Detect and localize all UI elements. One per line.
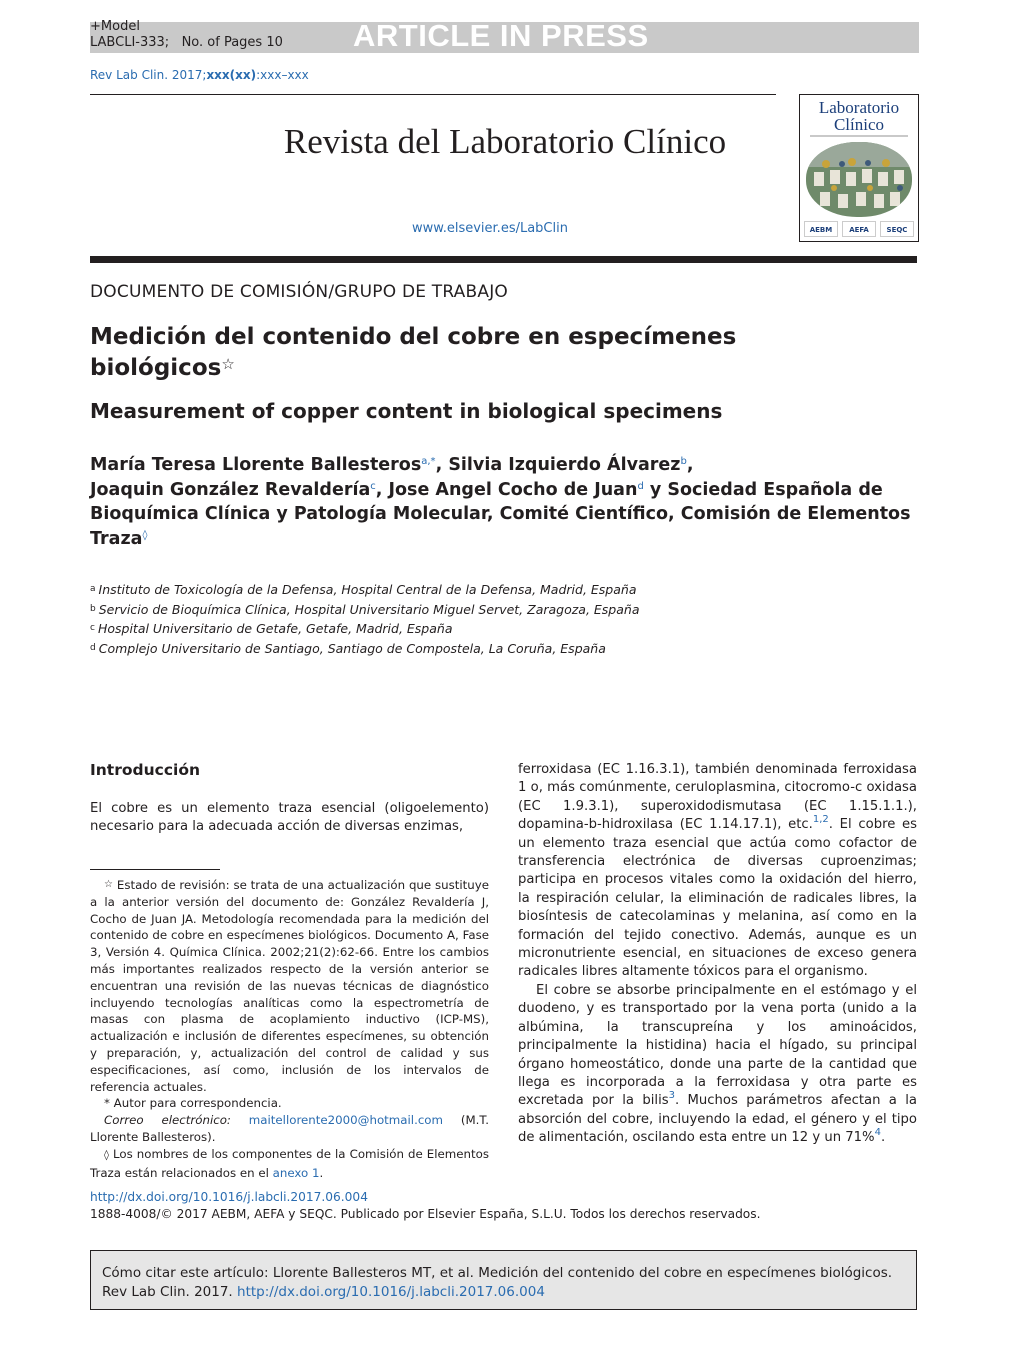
labcli-id: LABCLI-333; [90, 35, 170, 50]
copyright-notice: 1888-4008/© 2017 AEBM, AEFA y SEQC. Publicado por Elsevier España, S.L.U. Todos los derechos reservados. [90, 1207, 761, 1221]
cover-society-logos [804, 221, 914, 237]
author-name: Jose Angel Cocho de Juan [388, 479, 638, 500]
article-title-english: Measurement of copper content in biological specimens [90, 399, 723, 423]
journal-title: Revista del Laboratorio Clínico [283, 122, 727, 161]
author-name: Silvia Izquierdo Álvarez [448, 455, 681, 475]
journal-citation[interactable]: Rev Lab Clin. 2017;xxx(xx):xxx–xxx [90, 68, 309, 82]
author-name: María Teresa Llorente Ballesteros [90, 455, 422, 475]
how-to-cite-text: Cómo citar este artículo: Llorente Ballesteros MT, et al. Medición del contenido del cobre en especímenes biológicos. Rev Lab Clin. 2017. http://dx.doi.org/10.1016/j.labcli.2017.06.004 [102, 1265, 893, 1300]
footnote-corresponding-author: * Autor para correspondencia. [104, 1096, 282, 1111]
asterisk-icon: * [104, 1096, 110, 1111]
journal-cover-thumbnail[interactable] [799, 94, 919, 242]
affiliation-item: $^d$ Complejo Universitario de Santiago, Santiago de Compostela, La Coruña, España [90, 640, 606, 656]
author-list: María Teresa Llorente Ballesteros$^{a,*}$, Silvia Izquierdo Álvarez$^b$, Joaquin González Revaldería$^c$, Jose Angel Cocho de Juan$^d$ y Sociedad Española de Bioquímica Clínica y Patología Molecular, Comité Científico, Comisión de Elementos Traza◊ [90, 455, 911, 549]
paragraph: ferroxidasa (EC 1.16.3.1), también denominada ferroxidasa 1 o, más comúnmente, ceruloplasmina, citocromo-c oxidasa (EC 1.9.3.1), superoxidodismutasa (EC 1.15.1.1.), dopamina-b-hidroxilasa (EC 1.14.17.1), etc.$^{1,2}$. El cobre es un elemento traza esencial que actúa como cofactor de transferencia electrónica de diversas cuproenzimas; participa en procesos vitales como la oxidación del hierro, la respiración celular, la eliminación de radicales libres, la biosíntesis de catecolaminas y melanina, así como en la formación del tejido conectivo. Además, aunque es un micronutriente esencial, en situaciones de exceso genera radicales libres altamente tóxicos para el organismo. [518, 762, 918, 980]
manuscript-id [90, 36, 283, 50]
journal-url-link[interactable]: www.elsevier.es/LabClin [412, 221, 568, 236]
footnote-revision-status: ☆ Estado de revisión: se trata de una actualización que sustituye a la anterior versión del documento de: González Revaldería J, Cocho de Juan JA. Metodología recomendada para la medición del contenido de cobre en especímenes biológicos. Documento A, Fase 3, Versión 4. Química Clínica. 2002;21(2):62-66. Entre los cambios más importantes realizados respecto de la versión anterior se encuentran una revisión de las nuevas técnicas de diagnóstico incluyendo tecnologías analíticas como la espectrometría de masas con plasma de acoplamiento inductivo (ICP-MS), actualización e inclusión de diferentes especímenes, su obtención y preparación, y, actualización del control de calidad y sus especificaciones, así como, inclusión de los intervalos de referencia actuales. [90, 878, 490, 1094]
footnotes [90, 877, 489, 1181]
group-footnote-diamond-icon[interactable]: ◊ [142, 529, 148, 541]
diamond-icon: ◊ [104, 1149, 109, 1161]
affiliation-item: $^a$ Instituto de Toxicología de la Defensa, Hospital Central de la Defensa, Madrid, España [90, 582, 637, 597]
cover-photo [806, 142, 912, 217]
footnote-committee: ◊ Los nombres de los componentes de la Comisión de Elementos Traza están relacionados en el anexo 1. [90, 1146, 489, 1180]
author-affiliation-ref[interactable]: a,* [421, 456, 436, 467]
model-label: +Model [90, 19, 140, 34]
aefa-logo: AEFA [842, 221, 876, 237]
aebm-logo: AEBM [804, 221, 838, 237]
author-name: Joaquin González Revaldería [90, 479, 371, 500]
page-count: No. of Pages 10 [181, 35, 283, 50]
cite-doi-link[interactable]: http://dx.doi.org/10.1016/j.labcli.2017.06.004 [237, 1283, 545, 1300]
intro-paragraph-start: El cobre es un elemento traza esencial (oligoelemento) necesario para la adecuada acción de diversas enzimas, [90, 801, 489, 835]
right-column-text [518, 761, 917, 1148]
header-divider [90, 94, 776, 95]
footnote-divider [90, 869, 220, 870]
seqc-logo: SEQC [880, 221, 914, 237]
author-affiliation-ref[interactable]: b [680, 456, 687, 467]
article-title-spanish: Medición del contenido del cobre en especímenes biológicos☆ [90, 324, 737, 381]
section-heading-introduccion: Introducción [90, 761, 201, 779]
reference-link[interactable]: 1,2 [812, 814, 829, 826]
title-footnote-star-icon[interactable]: ☆ [221, 355, 235, 373]
article-in-press-label: ARTICLE IN PRESS [353, 18, 649, 53]
title-block-divider [90, 256, 917, 263]
document-type-label: DOCUMENTO DE COMISIÓN/GRUPO DE TRABAJO [90, 282, 508, 302]
email-link[interactable]: maitellorente2000@hotmail.com [248, 1113, 444, 1128]
footnote-email: Correo electrónico: maitellorente2000@hotmail.com (M.T. Llorente Ballesteros). [90, 1113, 489, 1144]
reference-link[interactable]: 4 [874, 1127, 881, 1139]
affiliation-item: $^c$ Hospital Universitario de Getafe, Getafe, Madrid, España [90, 621, 453, 636]
cover-title-line2: Clínico [833, 115, 885, 134]
author-affiliation-ref[interactable]: d [637, 480, 644, 492]
affiliation-item: $^b$ Servicio de Bioquímica Clínica, Hospital Universitario Miguel Servet, Zaragoza, España [90, 601, 640, 617]
reference-link[interactable]: 3 [668, 1090, 675, 1102]
affiliation-list [90, 580, 790, 658]
doi-link[interactable]: http://dx.doi.org/10.1016/j.labcli.2017.06.004 [90, 1190, 368, 1204]
cover-title-line1: Laboratorio [818, 98, 900, 117]
annex-link[interactable]: anexo 1 [272, 1165, 320, 1180]
star-icon: ☆ [104, 879, 114, 890]
cover-subtitle-rule [810, 135, 908, 137]
author-affiliation-ref[interactable]: c [370, 480, 376, 492]
paragraph: El cobre se absorbe principalmente en el estómago y el duodeno, y es transportado por la vena porta (unido a la albúmina, la transcupreína y los aminoácidos, principalmente la histidina) hacia el hígado, su principal órgano homeostático, donde una parte de la cantidad que llega es incorporada a la ferroxidasa y otra parte es excretada por la bilis$^3$. Muchos parámetros afectan a la absorción del cobre, incluyendo la edad, el género y el tipo de alimentación, oscilando esta entre un 12 y un 71%$^4$. [518, 982, 917, 1146]
